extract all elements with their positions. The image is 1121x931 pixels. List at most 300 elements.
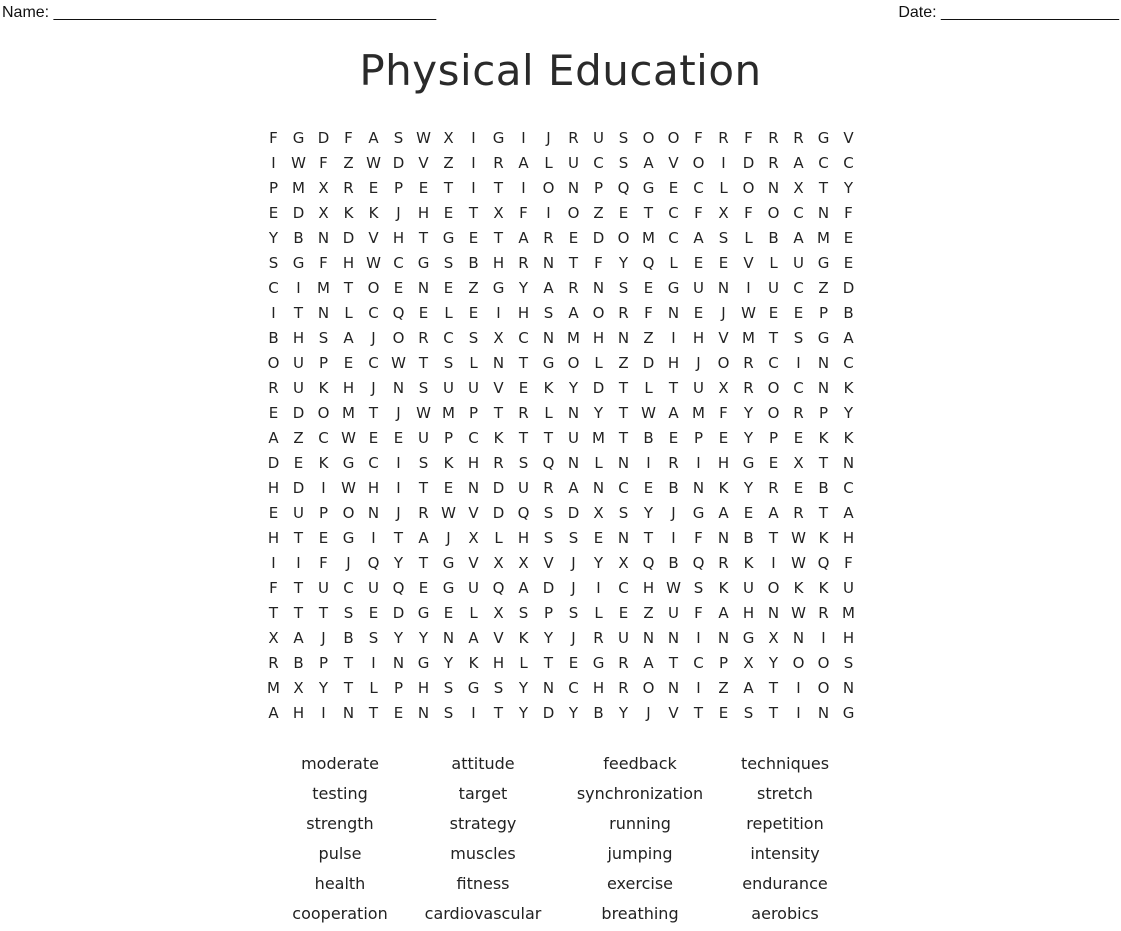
grid-letter: Y — [518, 678, 529, 697]
grid-letter: T — [543, 428, 554, 447]
grid-letter: E — [593, 528, 604, 547]
grid-letter: O — [317, 403, 330, 422]
grid-letter: F — [319, 553, 328, 572]
grid-letter: I — [521, 178, 526, 197]
word-bank-item: intensity — [750, 844, 820, 863]
grid-row — [261, 225, 861, 250]
grid-letter: L — [469, 603, 478, 622]
grid-letter: O — [267, 353, 280, 372]
grid-letter: L — [369, 678, 378, 697]
grid-letter: A — [668, 403, 679, 422]
grid-letter: T — [468, 203, 479, 222]
grid-letter: H — [342, 378, 355, 397]
word-bank-item: techniques — [740, 754, 830, 773]
word-bank-item: stretch — [757, 784, 813, 803]
grid-letter: B — [768, 228, 779, 247]
grid-letter: M — [317, 278, 330, 297]
grid-letter: E — [268, 503, 279, 522]
grid-letter: F — [344, 128, 353, 147]
grid-letter: V — [493, 378, 504, 397]
grid-letter: Q — [392, 578, 405, 597]
grid-letter: N — [542, 253, 555, 272]
grid-letter: G — [667, 278, 680, 297]
grid-letter: U — [793, 253, 804, 272]
grid-letter: E — [668, 178, 679, 197]
grid-letter: R — [518, 253, 529, 272]
grid-letter: T — [293, 578, 304, 597]
grid-letter: C — [693, 178, 704, 197]
grid-letter: H — [492, 253, 505, 272]
grid-letter: S — [468, 328, 479, 347]
grid-letter: R — [618, 303, 629, 322]
grid-letter: U — [568, 153, 579, 172]
grid-letter: A — [793, 228, 804, 247]
grid-letter: N — [342, 703, 355, 722]
grid-letter: E — [618, 603, 629, 622]
grid-letter: W — [741, 303, 756, 322]
grid-letter: N — [717, 278, 730, 297]
grid-letter: Y — [393, 628, 404, 647]
grid-letter: G — [442, 228, 455, 247]
grid-letter: E — [268, 203, 279, 222]
grid-letter: E — [768, 303, 779, 322]
grid-letter: B — [468, 253, 479, 272]
grid-letter: E — [393, 703, 404, 722]
grid-letter: U — [468, 578, 479, 597]
grid-letter: X — [518, 553, 529, 572]
grid-letter: J — [571, 628, 576, 647]
grid-letter: M — [342, 403, 355, 422]
grid-letter: A — [268, 703, 279, 722]
grid-letter: F — [319, 253, 328, 272]
word-bank-item: target — [458, 784, 508, 803]
grid-letter: D — [642, 353, 655, 372]
grid-letter: O — [742, 178, 755, 197]
grid-letter: H — [417, 203, 430, 222]
grid-letter: K — [818, 578, 829, 597]
grid-letter: T — [393, 528, 404, 547]
grid-letter: T — [418, 353, 429, 372]
grid-row — [261, 550, 861, 575]
grid-letter: R — [268, 378, 279, 397]
grid-letter: V — [468, 503, 479, 522]
grid-letter: P — [818, 403, 829, 422]
grid-letter: T — [493, 228, 504, 247]
grid-letter: O — [367, 278, 380, 297]
grid-letter: W — [366, 253, 381, 272]
grid-letter: R — [543, 478, 554, 497]
grid-letter: T — [368, 403, 379, 422]
grid-letter: S — [618, 278, 629, 297]
grid-letter: F — [844, 203, 853, 222]
word-bank-row — [0, 751, 1121, 781]
grid-letter: N — [567, 178, 580, 197]
grid-letter: N — [767, 178, 780, 197]
grid-letter: I — [271, 153, 276, 172]
grid-letter: P — [543, 603, 554, 622]
grid-letter: I — [721, 153, 726, 172]
grid-letter: Y — [843, 403, 854, 422]
grid-letter: K — [443, 453, 454, 472]
grid-letter: H — [642, 578, 655, 597]
grid-letter: X — [493, 328, 504, 347]
grid-letter: R — [793, 503, 804, 522]
grid-letter: L — [719, 178, 728, 197]
grid-letter: F — [694, 203, 703, 222]
grid-letter: E — [718, 428, 729, 447]
grid-letter: Q — [817, 553, 830, 572]
grid-letter: X — [293, 678, 304, 697]
grid-letter: N — [317, 303, 330, 322]
grid-letter: Y — [393, 553, 404, 572]
grid-letter: Y — [768, 653, 779, 672]
grid-letter: C — [368, 453, 379, 472]
grid-letter: D — [267, 453, 280, 472]
grid-row — [261, 475, 861, 500]
grid-letter: Y — [443, 653, 454, 672]
grid-letter: R — [768, 153, 779, 172]
grid-letter: V — [543, 553, 554, 572]
grid-letter: G — [817, 253, 830, 272]
grid-letter: G — [542, 353, 555, 372]
grid-letter: R — [543, 228, 554, 247]
grid-letter: F — [269, 128, 278, 147]
grid-letter: Y — [743, 428, 754, 447]
grid-letter: O — [817, 678, 830, 697]
grid-letter: X — [718, 378, 729, 397]
grid-letter: C — [593, 153, 604, 172]
grid-letter: U — [318, 578, 329, 597]
word-bank-item: attitude — [451, 754, 515, 773]
grid-letter: I — [646, 453, 651, 472]
grid-letter: U — [418, 428, 429, 447]
word-bank-item: muscles — [450, 844, 516, 863]
grid-letter: L — [769, 253, 778, 272]
grid-letter: I — [796, 678, 801, 697]
grid-letter: Y — [618, 703, 629, 722]
grid-letter: E — [843, 253, 854, 272]
grid-letter: M — [267, 678, 280, 697]
grid-letter: A — [718, 603, 729, 622]
grid-letter: E — [743, 503, 754, 522]
grid-letter: E — [518, 378, 529, 397]
grid-letter: N — [417, 703, 430, 722]
grid-letter: W — [641, 403, 656, 422]
grid-letter: N — [667, 628, 680, 647]
grid-letter: F — [744, 128, 753, 147]
grid-letter: T — [418, 228, 429, 247]
grid-letter: K — [718, 578, 729, 597]
grid-letter: G — [742, 628, 755, 647]
grid-letter: A — [518, 578, 529, 597]
grid-letter: H — [717, 453, 730, 472]
grid-letter: O — [392, 328, 405, 347]
grid-letter: S — [543, 503, 554, 522]
grid-letter: C — [518, 328, 529, 347]
word-bank-item: jumping — [607, 844, 673, 863]
grid-letter: P — [468, 403, 479, 422]
grid-letter: Q — [642, 253, 655, 272]
grid-letter: E — [643, 278, 654, 297]
grid-letter: L — [344, 303, 353, 322]
grid-letter: D — [842, 278, 855, 297]
grid-letter: I — [821, 628, 826, 647]
grid-letter: T — [568, 253, 579, 272]
grid-letter: C — [268, 278, 279, 297]
grid-letter: C — [668, 203, 679, 222]
grid-letter: G — [342, 453, 355, 472]
grid-letter: H — [292, 703, 305, 722]
grid-letter: E — [693, 253, 704, 272]
grid-letter: F — [694, 528, 703, 547]
word-bank — [0, 751, 1121, 931]
grid-letter: G — [417, 253, 430, 272]
grid-letter: T — [293, 303, 304, 322]
grid-letter: W — [416, 403, 431, 422]
grid-letter: O — [542, 178, 555, 197]
grid-letter: U — [693, 278, 704, 297]
grid-letter: R — [418, 503, 429, 522]
grid-letter: O — [767, 403, 780, 422]
grid-letter: T — [618, 403, 629, 422]
grid-letter: N — [617, 528, 630, 547]
grid-letter: I — [296, 553, 301, 572]
grid-letter: I — [746, 278, 751, 297]
grid-letter: P — [768, 428, 779, 447]
grid-letter: C — [318, 428, 329, 447]
grid-letter: I — [671, 328, 676, 347]
grid-letter: Z — [718, 678, 729, 697]
grid-letter: E — [468, 303, 479, 322]
grid-letter: I — [321, 703, 326, 722]
grid-letter: S — [568, 603, 579, 622]
grid-letter: S — [618, 128, 629, 147]
grid-letter: W — [416, 128, 431, 147]
grid-letter: N — [617, 453, 630, 472]
grid-letter: K — [718, 478, 729, 497]
grid-letter: A — [518, 228, 529, 247]
grid-letter: C — [468, 428, 479, 447]
grid-letter: I — [321, 478, 326, 497]
grid-letter: A — [418, 528, 429, 547]
grid-row — [261, 250, 861, 275]
grid-letter: A — [518, 153, 529, 172]
grid-letter: S — [693, 578, 704, 597]
grid-letter: C — [393, 253, 404, 272]
grid-letter: C — [793, 378, 804, 397]
grid-letter: R — [493, 153, 504, 172]
grid-letter: E — [418, 578, 429, 597]
grid-letter: S — [543, 303, 554, 322]
grid-letter: H — [692, 328, 705, 347]
grid-letter: N — [842, 678, 855, 697]
grid-letter: P — [693, 428, 704, 447]
word-bank-item: breathing — [601, 904, 679, 923]
grid-letter: W — [291, 153, 306, 172]
grid-letter: H — [392, 228, 405, 247]
grid-letter: N — [442, 628, 455, 647]
grid-letter: S — [443, 353, 454, 372]
grid-letter: D — [392, 603, 405, 622]
grid-letter: P — [318, 653, 329, 672]
grid-letter: E — [393, 278, 404, 297]
grid-letter: R — [618, 653, 629, 672]
grid-letter: S — [368, 628, 379, 647]
grid-letter: U — [293, 353, 304, 372]
grid-letter: E — [643, 478, 654, 497]
grid-letter: Y — [743, 403, 754, 422]
grid-letter: H — [517, 303, 530, 322]
grid-letter: G — [842, 703, 855, 722]
grid-letter: T — [343, 653, 354, 672]
grid-row — [261, 425, 861, 450]
grid-letter: D — [492, 478, 505, 497]
grid-letter: M — [642, 228, 655, 247]
grid-letter: W — [666, 578, 681, 597]
grid-letter: N — [792, 628, 805, 647]
grid-letter: X — [593, 503, 604, 522]
grid-letter: X — [443, 128, 454, 147]
grid-letter: R — [618, 678, 629, 697]
grid-letter: J — [646, 703, 651, 722]
grid-letter: P — [393, 178, 404, 197]
grid-letter: Y — [568, 703, 579, 722]
grid-letter: B — [843, 303, 854, 322]
grid-letter: L — [444, 303, 453, 322]
grid-letter: I — [371, 653, 376, 672]
grid-letter: K — [818, 428, 829, 447]
grid-letter: G — [417, 603, 430, 622]
date-field-label: Date: ____________________ — [898, 4, 1119, 21]
grid-letter: L — [494, 528, 503, 547]
grid-letter: I — [296, 278, 301, 297]
word-bank-item: cooperation — [292, 904, 388, 923]
grid-letter: N — [817, 353, 830, 372]
grid-letter: X — [793, 453, 804, 472]
grid-letter: F — [694, 603, 703, 622]
grid-letter: T — [418, 478, 429, 497]
grid-letter: Q — [642, 553, 655, 572]
grid-letter: O — [667, 128, 680, 147]
grid-letter: P — [443, 428, 454, 447]
grid-letter: V — [418, 153, 429, 172]
grid-letter: F — [269, 578, 278, 597]
word-bank-item: moderate — [301, 754, 379, 773]
grid-letter: I — [471, 153, 476, 172]
word-bank-item: testing — [312, 784, 368, 803]
grid-letter: Z — [468, 278, 479, 297]
grid-letter: H — [267, 478, 280, 497]
grid-letter: N — [392, 653, 405, 672]
word-bank-row — [0, 841, 1121, 871]
grid-letter: R — [793, 403, 804, 422]
grid-letter: N — [417, 278, 430, 297]
grid-letter: R — [343, 178, 354, 197]
grid-letter: R — [568, 128, 579, 147]
grid-letter: I — [671, 528, 676, 547]
grid-letter: D — [492, 503, 505, 522]
grid-row — [261, 500, 861, 525]
grid-letter: X — [493, 603, 504, 622]
grid-letter: A — [718, 503, 729, 522]
word-bank-item: running — [609, 814, 671, 833]
word-bank-item: synchronization — [576, 784, 704, 803]
grid-letter: S — [418, 453, 429, 472]
grid-letter: E — [443, 603, 454, 622]
grid-letter: S — [493, 678, 504, 697]
grid-letter: J — [346, 553, 351, 572]
grid-letter: T — [293, 603, 304, 622]
grid-letter: J — [321, 628, 326, 647]
grid-letter: U — [668, 603, 679, 622]
grid-letter: E — [443, 478, 454, 497]
grid-letter: J — [446, 528, 451, 547]
grid-letter: G — [492, 278, 505, 297]
grid-letter: J — [721, 303, 726, 322]
grid-letter: V — [843, 128, 854, 147]
grid-letter: C — [693, 653, 704, 672]
grid-letter: S — [568, 528, 579, 547]
grid-letter: L — [469, 353, 478, 372]
grid-letter: L — [644, 378, 653, 397]
grid-letter: S — [518, 603, 529, 622]
grid-letter: O — [642, 128, 655, 147]
grid-letter: U — [368, 578, 379, 597]
word-bank-row — [0, 781, 1121, 811]
grid-letter: K — [343, 203, 354, 222]
grid-letter: J — [396, 203, 401, 222]
grid-letter: O — [792, 653, 805, 672]
grid-letter: D — [392, 153, 405, 172]
grid-letter: L — [744, 228, 753, 247]
grid-letter: E — [468, 228, 479, 247]
grid-letter: L — [519, 653, 528, 672]
grid-letter: R — [418, 328, 429, 347]
grid-letter: E — [718, 253, 729, 272]
grid-letter: E — [768, 453, 779, 472]
grid-letter: I — [596, 578, 601, 597]
grid-letter: R — [518, 403, 529, 422]
grid-letter: P — [593, 178, 604, 197]
grid-letter: E — [268, 403, 279, 422]
grid-letter: A — [568, 303, 579, 322]
word-bank-item: endurance — [742, 874, 828, 893]
grid-letter: H — [417, 678, 430, 697]
grid-letter: V — [368, 228, 379, 247]
grid-row — [261, 125, 861, 150]
grid-letter: F — [844, 553, 853, 572]
grid-row — [261, 300, 861, 325]
grid-letter: E — [293, 453, 304, 472]
grid-letter: M — [742, 328, 755, 347]
grid-letter: L — [594, 453, 603, 472]
grid-letter: D — [742, 153, 755, 172]
grid-letter: P — [318, 503, 329, 522]
grid-letter: A — [293, 628, 304, 647]
grid-letter: N — [567, 403, 580, 422]
grid-letter: T — [518, 428, 529, 447]
grid-letter: V — [468, 553, 479, 572]
grid-letter: C — [568, 678, 579, 697]
grid-letter: V — [668, 703, 679, 722]
grid-letter: G — [742, 453, 755, 472]
grid-letter: B — [293, 653, 304, 672]
grid-letter: A — [693, 228, 704, 247]
grid-letter: N — [592, 478, 605, 497]
grid-letter: Y — [843, 178, 854, 197]
grid-letter: W — [341, 428, 356, 447]
word-bank-item: strategy — [449, 814, 517, 833]
